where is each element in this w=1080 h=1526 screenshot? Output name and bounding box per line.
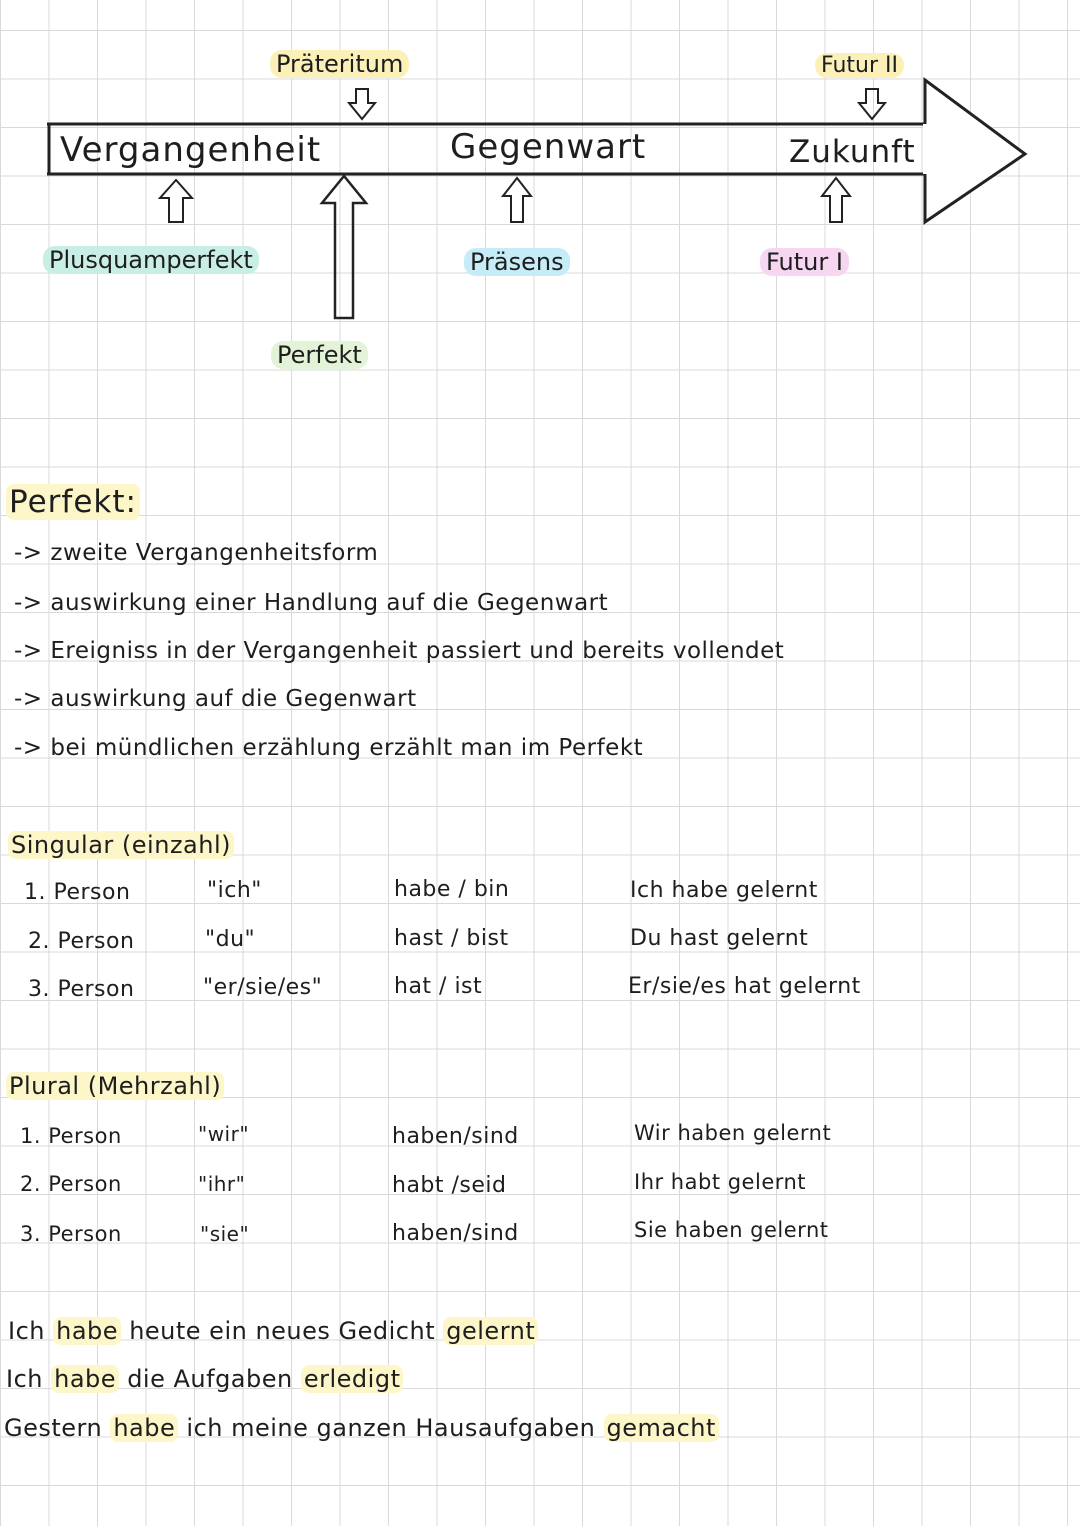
table-cell-pronoun: "ihr" — [198, 1172, 246, 1196]
label-plusquamperfekt: Plusquamperfekt — [43, 246, 259, 274]
table-cell-aux: haben/sind — [392, 1124, 519, 1149]
example-sentence: Gestern habe ich meine ganzen Hausaufgaben gemacht — [4, 1414, 719, 1442]
table-cell-person: 3. Person — [28, 977, 135, 1002]
table-cell-aux: hast / bist — [394, 926, 509, 951]
table-cell-example: Ich habe gelernt — [630, 878, 818, 903]
list-item: -> auswirkung auf die Gegenwart — [14, 686, 417, 712]
down-arrow-icon — [859, 89, 885, 119]
table-cell-pronoun: "er/sie/es" — [203, 975, 323, 1000]
timeline-arrow-head — [925, 80, 1025, 222]
label-perfekt: Perfekt — [271, 341, 368, 369]
table-cell-example: Sie haben gelernt — [634, 1218, 829, 1242]
table-cell-example: Er/sie/es hat gelernt — [628, 974, 861, 999]
list-item: -> bei mündlichen erzählung erzählt man im Perfekt — [14, 735, 644, 761]
timeline-present: Gegenwart — [450, 127, 647, 167]
singular-heading: Singular (einzahl) — [8, 831, 234, 859]
timeline-future: Zukunft — [789, 134, 916, 170]
example-sentence: Ich habe heute ein neues Gedicht gelernt — [8, 1317, 538, 1345]
table-cell-person: 1. Person — [20, 1124, 122, 1148]
perfekt-heading: Perfekt: — [6, 484, 140, 520]
plural-heading: Plural (Mehrzahl) — [6, 1072, 224, 1100]
table-cell-pronoun: "sie" — [200, 1222, 250, 1246]
table-cell-person: 2. Person — [20, 1172, 122, 1196]
table-cell-pronoun: "ich" — [207, 878, 262, 903]
table-cell-pronoun: "wir" — [198, 1122, 250, 1146]
table-cell-aux: hat / ist — [394, 974, 483, 999]
up-arrow-icon — [322, 176, 366, 318]
table-cell-aux: habt /seid — [392, 1173, 507, 1198]
table-cell-example: Wir haben gelernt — [634, 1121, 832, 1145]
list-item: -> zweite Vergangenheitsform — [14, 540, 379, 566]
table-cell-person: 2. Person — [28, 929, 135, 954]
example-sentence: Ich habe die Aufgaben erledigt — [6, 1365, 403, 1393]
table-cell-aux: habe / bin — [394, 877, 510, 902]
up-arrow-icon — [160, 180, 192, 222]
up-arrow-icon — [503, 178, 531, 222]
list-item: -> Ereigniss in der Vergangenheit passiert und bereits vollendet — [14, 638, 785, 664]
table-cell-aux: haben/sind — [392, 1221, 519, 1246]
down-arrow-icon — [349, 89, 375, 119]
label-futur1: Futur I — [760, 248, 849, 276]
up-arrow-icon — [822, 178, 850, 222]
table-cell-person: 1. Person — [24, 880, 131, 905]
table-cell-person: 3. Person — [20, 1222, 122, 1246]
list-item: -> auswirkung einer Handlung auf die Gegenwart — [14, 590, 609, 616]
table-cell-example: Ihr habt gelernt — [634, 1170, 807, 1194]
label-praesens: Präsens — [464, 248, 570, 276]
table-cell-example: Du hast gelernt — [630, 926, 809, 951]
timeline-past: Vergangenheit — [60, 130, 322, 170]
label-futur2: Futur II — [815, 53, 904, 78]
label-praeteritum: Präteritum — [270, 50, 409, 78]
table-cell-pronoun: "du" — [205, 927, 256, 952]
